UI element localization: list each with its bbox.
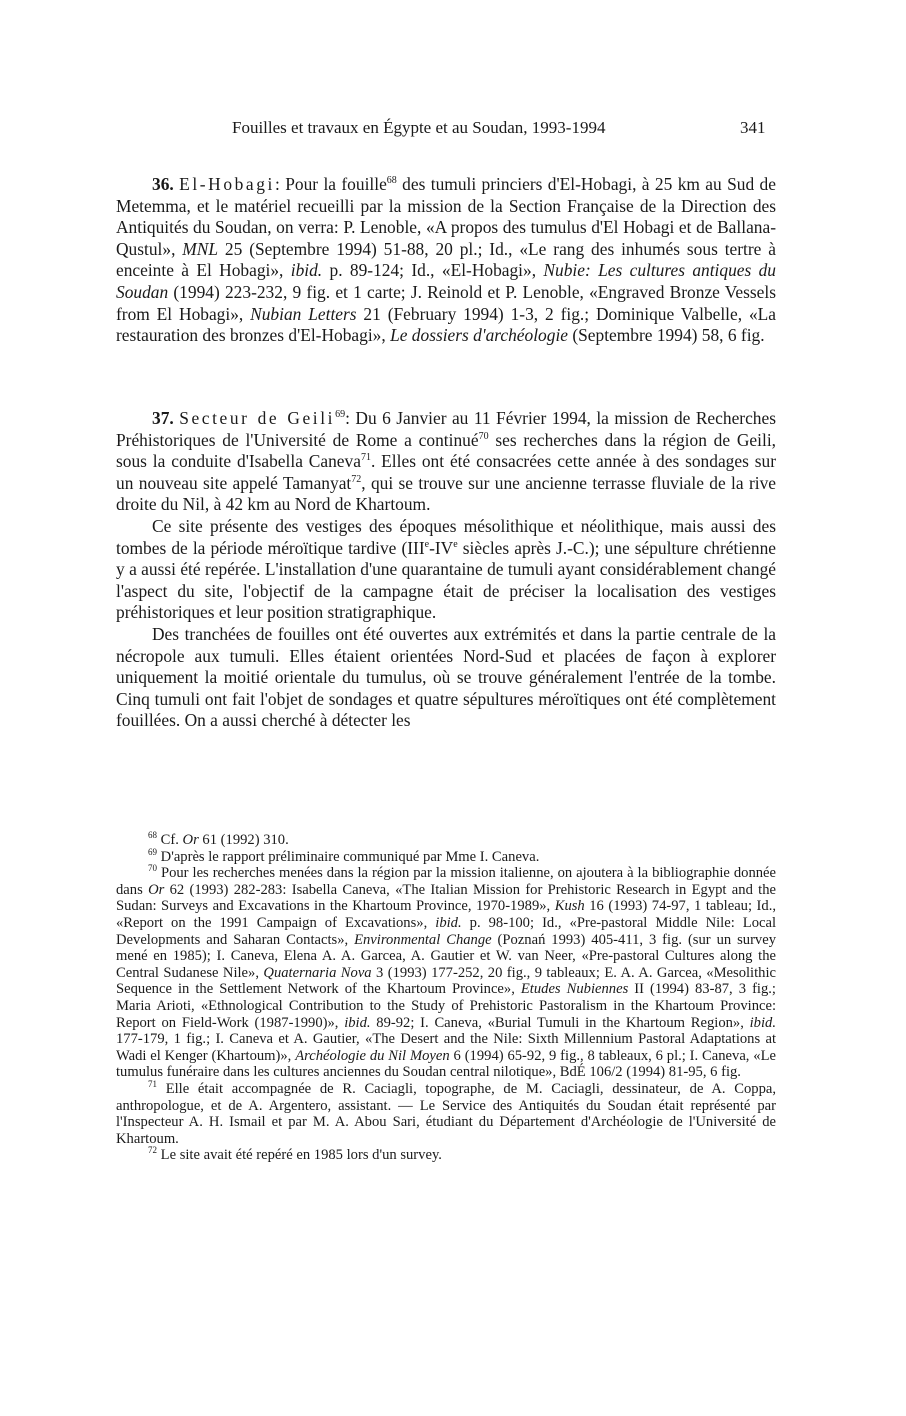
text-run: 61 (1992) 310. [198, 832, 289, 848]
text-run: 6 (1994) 65-92, 9 fig., 8 tableaux, 6 pl.; I. Caneva, «Le tumulus funéraire dans les cultures anciennes du Soudan central nilotique», BdÉ 106/2 (1994) 81-95, 6 fig. [116, 1047, 776, 1081]
section-37-paragraph-2 [116, 516, 776, 624]
section-37-paragraph-1 [116, 408, 776, 516]
text-run: D'après le rapport préliminaire communiqué par Mme I. Caneva. [157, 848, 540, 865]
text-run: 3 (1993) 177-252, 20 fig., 9 tableaux; E. A. A. Garcea, «Mesolithic Sequence in the Settlement Network of the Khartoum Province», [116, 964, 776, 998]
footnote-72 [116, 1147, 776, 1164]
text-run: p. 98-100; Id., «Pre-pastoral Middle Nile: Local Developments and Saharan Contacts», [116, 914, 777, 948]
text-run: (Septembre 1994) 58, 6 fig. [568, 325, 765, 346]
text-run: (1994) 223-232, 9 fig. et 1 carte; J. Reinold et P. Lenoble, «Engraved Bronze Vessels from El Hobagi», [116, 281, 776, 324]
text-run: 16 (1993) 74-97, 1 tableau; Id., «Report on the 1991 Campaign of Excavations», [116, 898, 776, 931]
section-36-paragraph [116, 174, 776, 347]
superscript: e [453, 538, 458, 550]
text-run: 25 (Septembre 1994) 51-88, 20 pl.; Id., «Le rang des inhumés sous tertre à enceinte à El Hobagi», [116, 238, 776, 281]
section-number: 36. [152, 174, 174, 194]
text-run: II (1994) 83-87, 3 fig.; Maria Arioti, «Ethnological Contribution to the Study of Prehistoric Pastoralism in the Khartoum Province: Report on Field-Work (1987-1990)», [116, 981, 776, 1031]
text-run: 89-92; I. Caneva, «Burial Tumuli in the Khartoum Region», [370, 1014, 750, 1031]
section-37-paragraph-3: Des tranchées de fouilles ont été ouvertes aux extrémités et dans la partie centrale de la nécropole aux tumuli. Elles étaient orientées Nord-Sud et placées de façon à explorer uniquement la moitié orientale du tumulus, où se trouve généralement l'entrée de la tombe. Cinq tumuli ont fait l'objet de sondages et quatre sépultures méroïtiques ont été complètement fouillées. On a aussi cherché à détecter les [116, 623, 776, 731]
footnote-mark: 68 [148, 830, 157, 841]
italic-title: ibid. [344, 1014, 371, 1031]
section-37 [116, 408, 776, 732]
text-run: ses recherches dans la région de Geili, sous la conduite d'Isabella Caneva [116, 429, 776, 472]
footnote-ref: 71 [360, 452, 371, 464]
italic-title: Or [182, 832, 199, 848]
footnotes [116, 832, 776, 1164]
italic-title: ibid. [749, 1014, 776, 1031]
footnote-mark: 69 [148, 846, 157, 857]
text-run: Pour les recherches menées dans la région par la mission italienne, on ajoutera à la bibliographie donnée dans [116, 865, 776, 898]
footnote-ref: 72 [351, 473, 362, 485]
running-title: Fouilles et travaux en Égypte et au Soudan, 1993-1994 [232, 118, 606, 137]
italic-title: Or [148, 881, 165, 898]
superscript: e [424, 538, 430, 550]
italic-title: Quaternaria Nova [263, 964, 372, 981]
section-36 [116, 174, 776, 347]
text-run: 62 (1993) 282-283: Isabella Caneva, «The Italian Mission for Prehistoric Research in Egypt and the Sudan: Surveys and Excavations in the Khartoum Province, 1970-1989», [116, 881, 776, 915]
text-run: Cf. [157, 832, 183, 848]
text-run: des tumuli princiers d'El-Hobagi, à 25 km au Sud de Metemma, et le matériel recueilli par la mission de la Section Française de la Direction des Antiquités du Soudan, on verra: P. Lenoble, «A propos des tumulus d'El Hobagi et de Ballana-Qustul», [116, 174, 776, 259]
text-run: : Du 6 Janvier au 11 Février 1994, la mission de Recherches Préhistoriques de l'Université de Rome a continué [116, 408, 776, 450]
italic-title: ibid. [435, 914, 462, 931]
footnote-mark: 71 [148, 1079, 157, 1090]
footnote-69 [116, 846, 776, 866]
italic-title: ibid. [290, 260, 323, 281]
footnote-ref: 68 [386, 175, 397, 187]
running-header [0, 118, 906, 142]
footnote-mark: 70 [148, 863, 157, 874]
footnote-ref: 69 [335, 409, 346, 421]
text-run: . Elles ont été consacrées cette année à des sondages sur un nouveau site appelé Tamanyat [116, 451, 776, 493]
text-run: Ce site présente des vestiges des époques mésolithique et néolithique, mais aussi des tombes de la période méroïtique tardive (III [116, 515, 776, 558]
text-run: Le site avait été repéré en 1985 lors d'un survey. [157, 1147, 442, 1164]
text-run: : Pour la fouille [274, 174, 387, 194]
italic-title: Etudes Nubiennes [520, 981, 629, 998]
italic-title: Le dossiers d'archéologie [390, 325, 568, 346]
footnote-ref: 70 [478, 430, 489, 442]
site-name: Secteur de Geili [179, 408, 336, 428]
footnote-70 [116, 865, 776, 1081]
italic-title: Nubie: Les cultures antiques du Soudan [116, 260, 776, 302]
text-run: p. 89-124; Id., «El-Hobagi», [322, 260, 544, 281]
page-number: 341 [740, 118, 766, 137]
footnote-mark: 72 [148, 1145, 157, 1156]
text-run: siècles après J.-C.); une sépulture chrétienne y a aussi été repérée. L'installation d'une quarantaine de tumuli ayant considérablement changé l'aspect du site, l'objectif de la campagne était de préciser la localisation des vestiges préhistoriques et leur position stratigraphique. [116, 537, 776, 623]
italic-title: Kush [554, 898, 585, 915]
section-number: 37. [152, 408, 174, 428]
text-run: 21 (February 1994) 1-3, 2 fig.; Dominique Valbelle, «La restauration des bronzes d'El-Hobagi», [116, 303, 776, 346]
footnote-68 [116, 832, 776, 849]
footnote-71 [116, 1081, 776, 1147]
text-run: 177-179, 1 fig.; I. Caneva et A. Gautier, «The Desert and the Nile: Sixth Millennium Pastoral Adaptations at Wadi el Kenger (Khartoum)», [116, 1031, 776, 1064]
italic-title: Environmental Change [354, 931, 492, 948]
text-run: Elle était accompagnée de R. Caciagli, topographe, de M. Caciagli, dessinateur, de A. Coppa, anthropologue, et de A. Argentero, assistant. — Le Service des Antiquités du Soudan était représenté par l'Inspecteur A. H. Ismail et par M. A. Abou Sari, étudiant du Département d'Archéologie de l'Université de Khartoum. [116, 1080, 776, 1147]
text-run: (Poznań 1993) 405-411, 3 fig. (sur un survey mené en 1985); I. Caneva, Elena A. A. Garcea, A. Gautier et W. van Neer, «Pre-pastoral Cultures along the Central Sudanese Nile», [116, 931, 776, 981]
italic-title: MNL [182, 238, 219, 259]
text-run: , qui se trouve sur une ancienne terrasse fluviale de la rive droite du Nil, à 42 km au Nord de Khartoum. [116, 472, 776, 515]
site-name: El-Hobagi [179, 174, 275, 194]
text-run: -IV [429, 537, 454, 558]
italic-title: Nubian Letters [250, 303, 357, 324]
italic-title: Archéologie du Nil Moyen [295, 1047, 450, 1064]
